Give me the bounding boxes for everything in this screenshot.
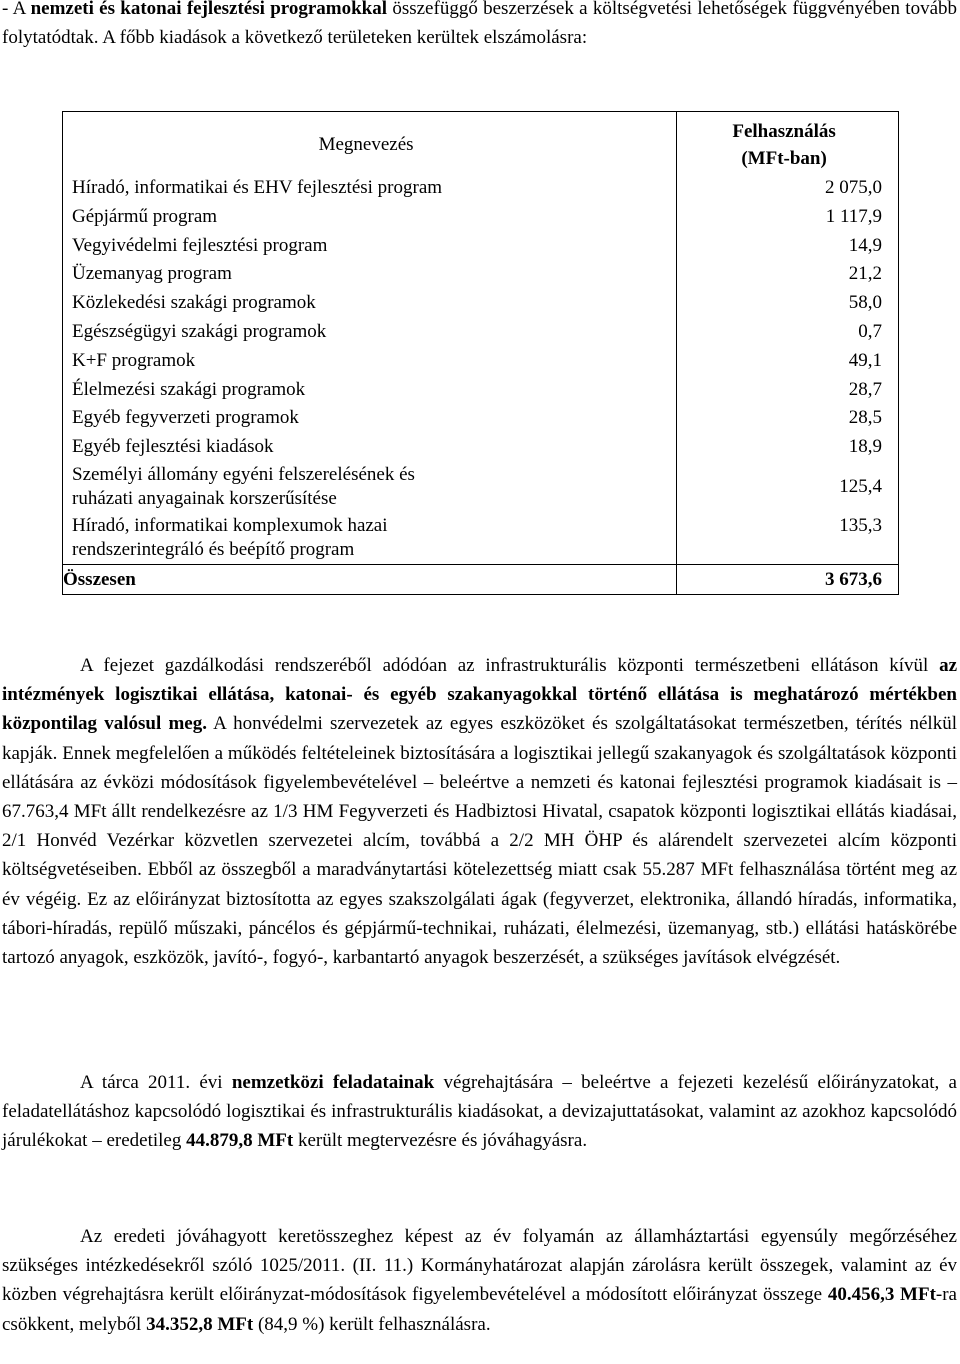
logistics-paragraph (2, 651, 957, 972)
total-value: 3 673,6 (677, 564, 899, 594)
table-row (63, 203, 899, 232)
row-value: 49,1 (677, 347, 899, 376)
table-row (63, 174, 899, 203)
row-value: 2 075,0 (677, 174, 899, 203)
p3-bold-1: nemzetközi feladatainak (231, 1072, 435, 1093)
row-name: K+F programok (63, 347, 677, 376)
row-value: 58,0 (677, 289, 899, 318)
international-tasks-paragraph (2, 1068, 957, 1156)
header-value-line2: (MFt-ban) (741, 148, 827, 169)
p4-bold-2: 34.352,8 MFt (146, 1313, 254, 1335)
table-row (63, 433, 899, 462)
table-row (63, 318, 899, 347)
table-row (63, 376, 899, 405)
row-name: Híradó, informatikai és EHV fejlesztési program (63, 174, 677, 203)
p2-bold-1: az intézmények logisztikai ellátása, katonai- és egyéb szakanyagokkal történő ellátása is meghatározó mértékben központilag valósul meg. (2, 655, 957, 735)
p4-bold-1: 40.456,3 MFt (827, 1284, 936, 1306)
row-name (63, 512, 677, 565)
row-value: 14,9 (677, 232, 899, 261)
row-name: Egészségügyi szakági programok (63, 318, 677, 347)
row-value: 18,9 (677, 433, 899, 462)
intro-paragraph (2, 0, 957, 52)
row-value: 125,4 (677, 462, 899, 512)
row-name: Üzemanyag program (63, 260, 677, 289)
row-name: Vegyivédelmi fejlesztési program (63, 232, 677, 261)
header-name: Megnevezés (63, 112, 677, 175)
appropriation-paragraph (2, 1222, 957, 1339)
row-name: Egyéb fejlesztési kiadások (63, 433, 677, 462)
row-value: 1 117,9 (677, 203, 899, 232)
table-total-row (63, 564, 899, 594)
row-name (63, 462, 677, 512)
p2-text-1: A fejezet gazdálkodási rendszeréből adódóan az infrastrukturális központi természetbeni ellátáson kívül (80, 655, 940, 676)
row-name-line1: Személyi állomány egyéni felszerelésének és (72, 463, 415, 485)
intro-text: összefüggő beszerzések a költségvetési lehetőségek függvényében tovább folytatódtak. A főbb kiadások a következő területeken kerültek elszámolásra: (2, 0, 957, 49)
table-row (63, 512, 899, 565)
table-row (63, 232, 899, 261)
row-value: 28,7 (677, 376, 899, 405)
table-row (63, 289, 899, 318)
p2-text-2: A honvédelmi szervezetek az egyes eszközöket és szolgáltatásokat természetben, térítés nélkül kapják. Ennek megfelelően a működés feltételeinek biztosítására a logisztikai jellegű szakanyagok és szolgáltatások központi ellátására az évközi módosítások figyelembevételével – beleértve a nemzeti és katonai fejlesztési programok kiadásait is – 67.763,4 MFt állt rendelkezésre az 1/3 HM Fegyverzeti és Hadbiztosi Hivatal, csapatok központi logisztikai ellátás kiadásai, 2/1 Honvéd Vezérkar közvetlen szervezetei alcím, továbbá a 2/2 MH ÖHP és alárendelt szervezetei alcím központi költségvetéseiben. Ebből az összegből a maradványtartási kötelezettség miatt csak 55.287 MFt felhasználása történt meg az év végéig. Ez az előirányzat biztosította az egyes szakszolgálati ágak (fegyverzet, elektronika, állandó híradás, informatika, tábori-híradás, repülő műszaki, páncélos és gépjármű-technikai, ruházati, élelmezési, üzemanyag, stb.) ellátási hatáskörébe tartozó anyagok, eszközök, javító-, fogyó-, karbantartó anyagok beszerzését, a szükséges javítások elvégzését. (2, 713, 957, 969)
p3-text-2: végrehajtására – beleértve a fejezeti kezelésű előirányzatokat, a feladatellátáshoz kapcsolódó logisztikai és infrastrukturális kiadásokat, a devizajuttatásokat, valamint az azokhoz kapcsolódó járulékokat – eredetileg (2, 1072, 957, 1152)
header-value (677, 112, 899, 175)
table-row (63, 260, 899, 289)
total-label: Összesen (63, 564, 677, 594)
row-value: 0,7 (677, 318, 899, 347)
table-row (63, 347, 899, 376)
p3-text-1: A tárca 2011. évi (80, 1072, 232, 1093)
row-name-line2: rendszerintegráló és beépítő program (72, 538, 355, 560)
row-name-line1: Híradó, informatikai komplexumok hazai (72, 514, 388, 536)
row-value: 21,2 (677, 260, 899, 289)
row-name: Egyéb fegyverzeti programok (63, 404, 677, 433)
row-name: Közlekedési szakági programok (63, 289, 677, 318)
intro-bold-phrase: nemzeti és katonai fejlesztési programokkal (30, 0, 388, 19)
p3-bold-2: 44.879,8 MFt (186, 1130, 294, 1152)
p4-text-1: Az eredeti jóváhagyott keretösszeghez képest az év folyamán az államháztartási egyensúly megőrzéséhez szükséges intézkedésekről szóló 1025/2011. (II. 11.) Kormányhatározat alapján zárolásra került összegek, valamint az év közben végrehajtásra került előirányzat-módosítások figyelembevételével a módosított előirányzat összege (2, 1226, 957, 1306)
p3-text-3: került megtervezésre és jóváhagyásra. (293, 1130, 588, 1152)
row-name-line2: ruházati anyagainak korszerűsítése (72, 487, 337, 509)
row-value: 135,3 (677, 512, 899, 565)
p4-text-2: -ra csökkent, melyből (2, 1284, 957, 1335)
expenditure-table (62, 111, 899, 595)
row-name: Élelmezési szakági programok (63, 376, 677, 405)
table-row (63, 404, 899, 433)
row-value: 28,5 (677, 404, 899, 433)
header-value-line1: Felhasználás (732, 121, 836, 142)
row-name: Gépjármű program (63, 203, 677, 232)
table-row (63, 462, 899, 512)
p4-text-3: (84,9 %) került felhasználásra. (253, 1313, 491, 1335)
table-header-row (63, 112, 899, 175)
intro-dash: - A (2, 0, 31, 19)
